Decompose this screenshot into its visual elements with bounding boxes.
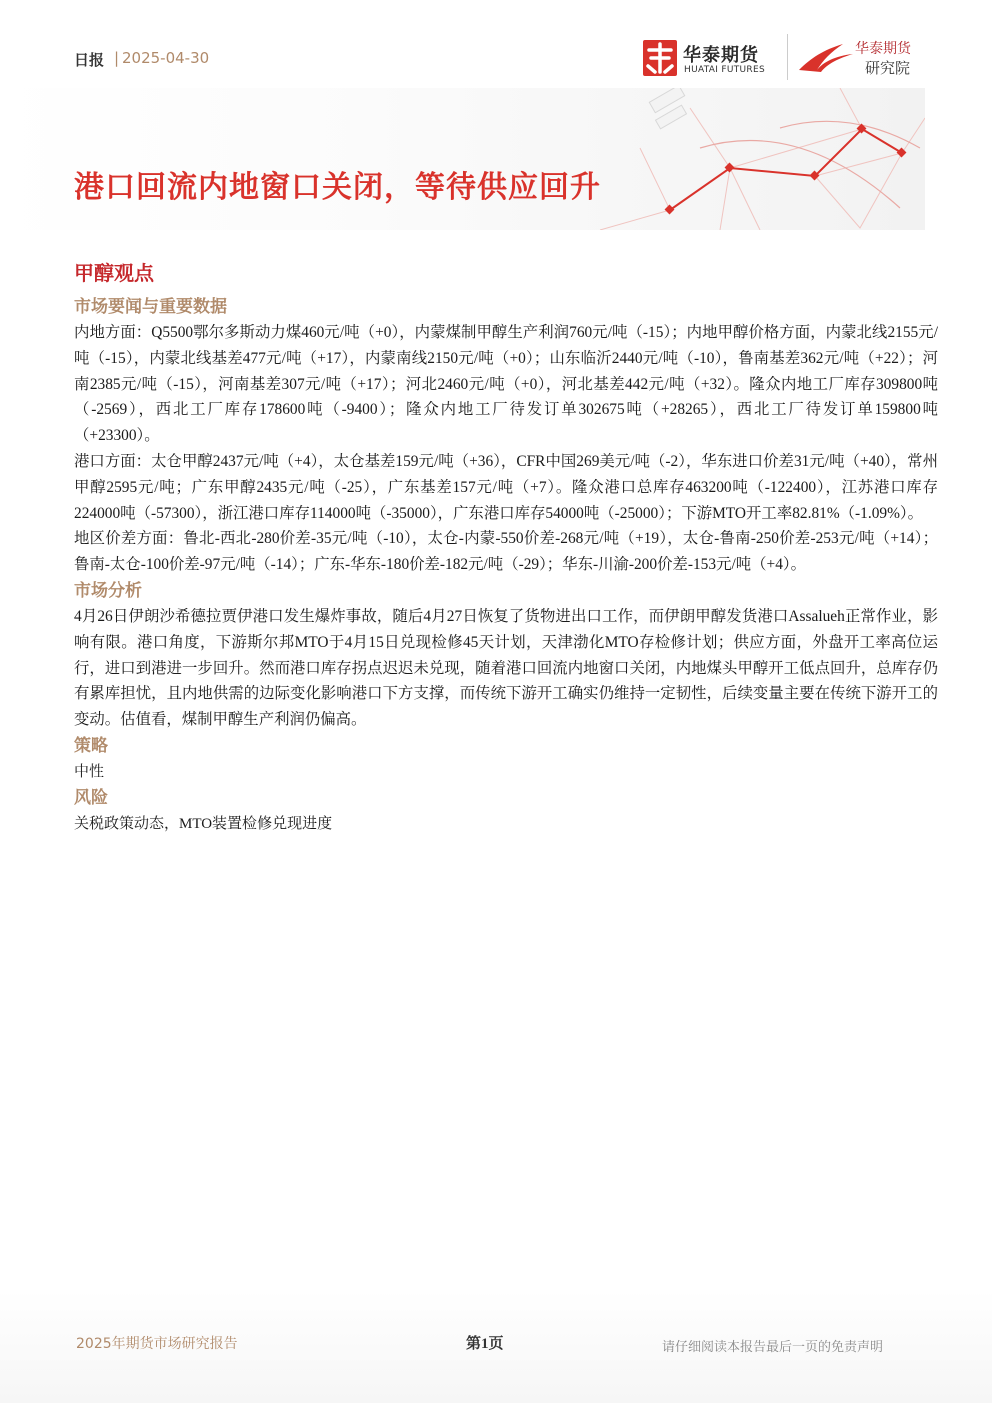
institute-name-line2: 研究院: [865, 59, 911, 77]
disclaimer-notice: 请仔细阅读本报告最后一页的免责声明: [662, 1340, 884, 1355]
huatai-futures-logo: [643, 40, 779, 78]
news-paragraph-spread: 地区价差方面：鲁北-西北-280价差-35元/吨（-10），太仓-内蒙-550价差-268元/吨（+19），太仓-鲁南-250价差-253元/吨（+14）；鲁南-太仓-100价差-97元/吨（-14）；广东-华东-180价差-182元/吨（-29）；华东-川渝-200价差-153元/吨（+4）。: [74, 530, 938, 574]
main-heading: 甲醇观点: [74, 261, 154, 285]
news-paragraph-inland: 内地方面：Q5500鄂尔多斯动力煤460元/吨（+0），内蒙煤制甲醇生产利润760元/吨（-15）；内地甲醇价格方面，内蒙北线2155元/吨（-15），内蒙北线基差477元/吨（+17），内蒙南线2150元/吨（+0）；山东临沂2440元/吨（-10），鲁南基差362元/吨（+22）；河南2385元/吨（-15），河南基差307元/吨（+17）；河北2460元/吨（+0），河北基差442元/吨（+32）。隆众内地工厂库存309800吨（-2569），西北工厂库存178600吨（-9400）；隆众内地工厂待发订单302675吨（+28265），西北工厂待发订单159800吨（+23300）。: [74, 324, 938, 445]
strategy-text: 中性: [74, 763, 105, 780]
page-number: 第1页: [466, 1336, 504, 1352]
header-separator: |: [114, 49, 120, 67]
report-title: 港口回流内地窗口关闭，等待供应回升: [74, 170, 601, 205]
news-heading: 市场要闻与重要数据: [74, 297, 227, 317]
title-banner: [0, 88, 925, 230]
logo-chinese-name: 华泰期货: [683, 45, 759, 66]
news-paragraph-port: 港口方面：太仓甲醇2437元/吨（+4），太仓基差159元/吨（+36），CFR中国269美元/吨（-2），华东进口价差31元/吨（+40），常州甲醇2595元/吨；广东甲醇2435元/吨（-25），广东基差157元/吨（+7）。隆众港口总库存463200吨（-122400），江苏港口库存224000吨（-57300），浙江港口库存114000吨（-35000），广东港口库存54000吨（-25000）；下游MTO开工率82.81%（-1.09%）。: [74, 452, 938, 522]
report-content: [74, 258, 938, 837]
logo-divider: [787, 34, 788, 80]
logo-english-name: HUATAI FUTURES: [684, 65, 765, 75]
strategy-heading: 策略: [74, 735, 108, 756]
risk-heading: 风险: [74, 787, 108, 808]
analysis-paragraph: 4月26日伊朗沙希德拉贾伊港口发生爆炸事故，随后4月27日恢复了货物进出口工作，而伊朗甲醇发货港口Assalueh正常作业，影响有限。港口角度，下游斯尔邦MTO于4月15日兑现检修45天计划，天津渤化MTO存检修计划；供应方面，外盘开工率高位运行，进口到港进一步回升。然而港口库存拐点迟迟未兑现，随着港口回流内地窗口关闭，内地煤头甲醇开工低点回升，总库存仍有累库担忧，且内地供需的边际变化影响港口下方支撑，而传统下游开工确实仍维持一定韧性，后续变量主要在传统下游开工的变动。估值看，煤制甲醇生产利润仍偏高。: [74, 607, 938, 729]
network-graphic: [0, 88, 925, 230]
huatai-logo-icon: [643, 40, 677, 76]
research-institute-logo: [797, 36, 923, 80]
risk-text: 关税政策动态，MTO装置检修兑现进度: [74, 815, 333, 832]
institute-swoosh-icon: [797, 40, 857, 74]
footer-report-name: 2025年期货市场研究报告: [76, 1336, 238, 1352]
report-type: 日报: [74, 51, 105, 69]
report-date: 2025-04-30: [122, 49, 210, 67]
report-header: [0, 0, 992, 90]
institute-name-line1: 华泰期货: [855, 41, 911, 57]
analysis-heading: 市场分析: [74, 580, 142, 601]
